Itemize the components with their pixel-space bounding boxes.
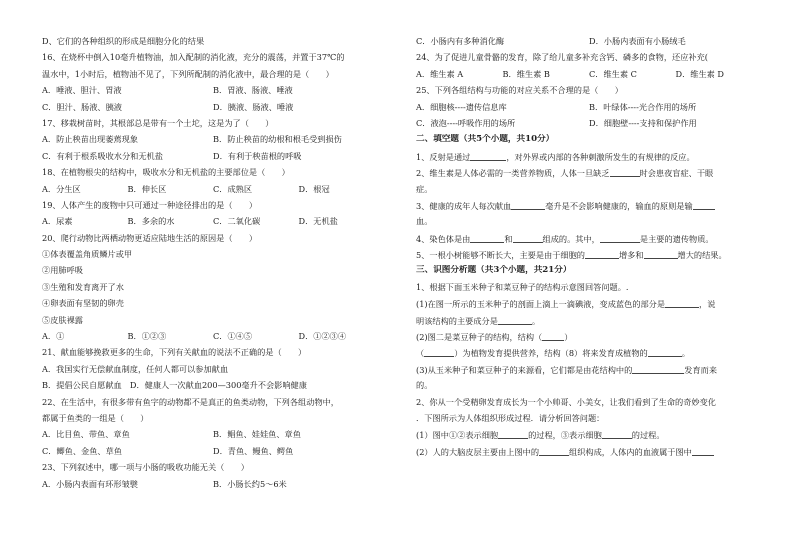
text-line: 18、在植物根尖的结构中，吸收水分和无机盐的主要部位是（ ） <box>42 167 290 178</box>
text-line: 22、在生活中，有很多带有鱼字的动物都不是真正的鱼类动物，下列各组动物中， <box>42 396 339 407</box>
question-text: 明该结构的主要成分是 <box>416 315 498 326</box>
text-line: ④卵表面有坚韧的卵壳 <box>42 298 124 309</box>
text-line: 20、爬行动物比两栖动物更适应陆地生活的原因是（ ） <box>42 232 258 243</box>
answer-blank <box>470 233 504 243</box>
answer-blank <box>470 151 506 161</box>
answer-option: D．①②③④ <box>298 331 347 342</box>
answer-options <box>42 184 384 200</box>
text-line: 症。 <box>416 183 433 194</box>
answer-option: B．鲳鱼、娃娃鱼、章鱼 <box>213 429 301 440</box>
text-line: ③生殖和发育离开了水 <box>42 281 124 292</box>
text-line: 21、献血能够挽救更多的生命，下列有关献血的说法不正确的是（ ） <box>42 347 307 358</box>
answer-options <box>42 429 384 445</box>
section-heading: 三、识图分析题（共3个小题，共21分） <box>416 265 572 276</box>
answer-blank <box>585 249 619 259</box>
answer-options <box>42 216 384 232</box>
answer-option: A．小肠内表面有环形皱襞 <box>42 478 138 489</box>
question-text: ，对外界或内部的各种刺激所发生的有规律的反应。 <box>506 151 695 162</box>
answer-option: D．有利于秧苗根的呼吸 <box>213 150 302 161</box>
answer-option: C．胆汁、肠液、胰液 <box>42 101 122 112</box>
question-text: 毫升是不会影响健康的，输血的原则是输 <box>545 200 693 211</box>
question-text: 时会患夜盲症、干眼 <box>639 168 714 179</box>
fill-in-line <box>416 167 762 183</box>
question-text: ，说 <box>699 299 716 310</box>
text-line: A．我国实行无偿献血制度，任何人都可以参加献血 <box>42 363 229 374</box>
question-text: ） <box>564 332 573 343</box>
fill-in-line <box>416 233 762 249</box>
text-line: 的。 <box>416 380 433 391</box>
fill-in-line <box>416 298 762 314</box>
answer-option: A．防止秧苗出现萎蔫现象 <box>42 134 138 145</box>
fill-in-line <box>416 200 762 216</box>
answer-option: C．鲫鱼、金鱼、草鱼 <box>42 445 122 456</box>
answer-option: D．青鱼、鳗鱼、鳄鱼 <box>213 445 294 456</box>
answer-blank <box>644 249 678 259</box>
fill-in-line <box>416 429 762 445</box>
answer-blank <box>539 446 569 456</box>
answer-option: A．尿素 <box>42 216 73 227</box>
text-line: 血。 <box>416 216 433 227</box>
question-text: （ <box>416 348 425 359</box>
fill-in-line <box>416 446 762 462</box>
answer-blank <box>693 200 715 210</box>
answer-option: C．有利于根系吸收水分和无机盐 <box>42 150 163 161</box>
text-line: 23、下列叙述中，哪一项与小肠的吸收功能无关（ ） <box>42 462 249 473</box>
answer-blank <box>602 429 632 439</box>
question-text: (1)在图一所示的玉米种子的剖面上滴上一滴碘液，变成蓝色的部分是 <box>416 299 666 310</box>
answer-option: A．唾液、胆汁、胃液 <box>42 85 122 96</box>
answer-blank <box>610 167 640 177</box>
text-line: 2、你从一个受精卵发育成长为一个小帅哥、小美女，让我们看到了生命的奇妙变化 <box>416 396 716 407</box>
answer-option: B．叶绿体----光合作用的场所 <box>589 101 697 112</box>
text-line: ．下图所示为人体组织形成过程．请分析回答问题： <box>416 412 605 423</box>
question-text: (2）人的大脑皮层主要由上图中的 <box>416 446 540 457</box>
fill-in-line <box>416 151 762 167</box>
answer-options <box>416 69 762 85</box>
question-text: 增大的结果。 <box>677 250 727 261</box>
section-heading: 二、填空题（共5个小题，共10分） <box>416 134 555 145</box>
answer-option: C．①④⑤ <box>213 331 253 342</box>
right-column <box>416 36 762 462</box>
question-text: 组织构成，人体内的血液属于图中 <box>569 446 692 457</box>
question-text: 。 <box>531 315 541 326</box>
answer-options <box>416 118 762 134</box>
text-line: ②用肺呼吸 <box>42 265 83 276</box>
answer-option: B．多余的水 <box>127 216 175 227</box>
question-text: 1、反射是通过 <box>416 151 471 162</box>
answer-blank <box>542 331 564 341</box>
answer-options <box>416 102 762 118</box>
fill-in-line <box>416 315 762 331</box>
question-text: (3)从玉米种子和菜豆种子的来源看，它们都是由花结构中的 <box>416 364 633 375</box>
answer-option: B．防止秧苗的幼根和根毛受到损伤 <box>213 134 342 145</box>
question-text: 的过程。 <box>631 430 665 441</box>
question-text: 5、一根小树能够不断长大，主要是由于细胞的 <box>416 250 585 261</box>
text-line: 1、根据下面玉米种子和菜豆种子的结构示意图回答问题。. <box>416 281 629 292</box>
question-text: (1）图中①②表示细胞 <box>416 430 499 441</box>
answer-option: A．维生素 A <box>416 68 464 79</box>
answer-options <box>42 134 384 150</box>
fill-in-line <box>416 347 762 363</box>
answer-blank <box>632 364 684 374</box>
answer-option: C．维生素 C <box>589 68 637 79</box>
text-line: 25、下列各组结构与功能的对应关系不合理的是（ ） <box>416 85 623 96</box>
answer-option: C．小肠内有多种消化酶 <box>416 36 505 46</box>
answer-option: A．细胞核----遗传信息库 <box>416 101 507 112</box>
text-line: 19、人体产生的废物中只可通过一种途径排出的是（ ） <box>42 199 258 210</box>
answer-blank <box>498 429 528 439</box>
answer-option: B．胃液、肠液、唾液 <box>213 85 293 96</box>
question-text: 发育而来 <box>684 364 718 375</box>
question-text: (2)图二是菜豆种子的结构，结构（ <box>416 332 543 343</box>
question-text: 组成的。其中， <box>542 233 600 244</box>
answer-blank <box>511 200 545 210</box>
answer-option: D．根冠 <box>298 183 330 194</box>
answer-blank <box>692 446 714 456</box>
answer-blank <box>513 233 543 243</box>
answer-options <box>42 85 384 101</box>
answer-option: A．分生区 <box>42 183 81 194</box>
left-column <box>42 36 384 495</box>
answer-options <box>42 446 384 462</box>
answer-blank <box>648 347 682 357</box>
answer-option: D．维生素 D <box>675 68 724 79</box>
text-line: 17、移栽树苗时，其根部总是带有一个土坨，这是为了（ ） <box>42 117 274 128</box>
text-line: 温水中，1小时后，植物油不见了，下列所配制的消化液中，最合理的是（ ） <box>42 68 334 79</box>
question-text: 的过程，③表示细胞 <box>528 430 602 441</box>
text-line: 24、为了促进儿童骨骼的发育，除了给儿童多补充含钙、磷多的食物，还应补充( <box>416 52 708 63</box>
answer-blank <box>424 347 454 357</box>
answer-option: D．小肠内表面有小肠绒毛 <box>589 36 686 46</box>
fill-in-line <box>416 331 762 347</box>
question-text: 。 <box>681 348 690 359</box>
question-text: 和 <box>504 233 513 244</box>
answer-option: D．胰液、肠液、唾液 <box>213 101 294 112</box>
question-text: 增多和 <box>618 250 644 261</box>
answer-options <box>42 479 384 495</box>
answer-option: C．成熟区 <box>213 183 253 194</box>
fill-in-line <box>416 364 762 380</box>
text-line: ①体表覆盖角质鳞片或甲 <box>42 249 133 260</box>
answer-blank <box>498 315 532 325</box>
answer-options <box>416 36 762 52</box>
answer-options <box>42 331 384 347</box>
answer-blank <box>600 233 640 243</box>
text-line: 都属于鱼类的一组是（ ） <box>42 412 149 423</box>
fill-in-line <box>416 249 762 265</box>
answer-option: D．无机盐 <box>298 216 338 227</box>
answer-option: B．伸长区 <box>127 183 167 194</box>
text-line: D、它们的各种组织的形成是细胞分化的结果 <box>42 36 205 46</box>
text-line: B．提倡公民自愿献血 D．健康人一次献血200—300毫升不会影响健康 <box>42 380 307 391</box>
question-text: 3、健康的成年人每次献血 <box>416 200 512 211</box>
answer-option: B．小肠长约5～6米 <box>213 478 287 489</box>
question-text: 是主要的遗传物质。 <box>639 233 714 244</box>
answer-option: D．细胞壁----支持和保护作用 <box>589 117 697 128</box>
question-text: ）为植物发育提供营养，结构（8）将来发育成植物的 <box>454 348 648 359</box>
answer-option: A．① <box>42 331 65 342</box>
answer-option: C．液泡----呼吸作用的场所 <box>416 117 516 128</box>
answer-options <box>42 102 384 118</box>
answer-option: B．①②③ <box>127 331 167 342</box>
text-line: ⑤皮肤裸露 <box>42 314 83 325</box>
answer-option: B．维生素 B <box>502 68 550 79</box>
text-line: 16、在烧杯中倒入10毫升植物油，加入配制的消化液，充分的震荡，并置于37℃的 <box>42 52 345 63</box>
question-text: 2、维生素是人体必需的一类营养物质，人体一旦缺乏 <box>416 168 610 179</box>
answer-option: A．比目鱼、带鱼、章鱼 <box>42 429 130 440</box>
question-text: 4、染色体是由 <box>416 233 471 244</box>
answer-option: C．二氧化碳 <box>213 216 261 227</box>
answer-options <box>42 151 384 167</box>
answer-blank <box>665 298 699 308</box>
